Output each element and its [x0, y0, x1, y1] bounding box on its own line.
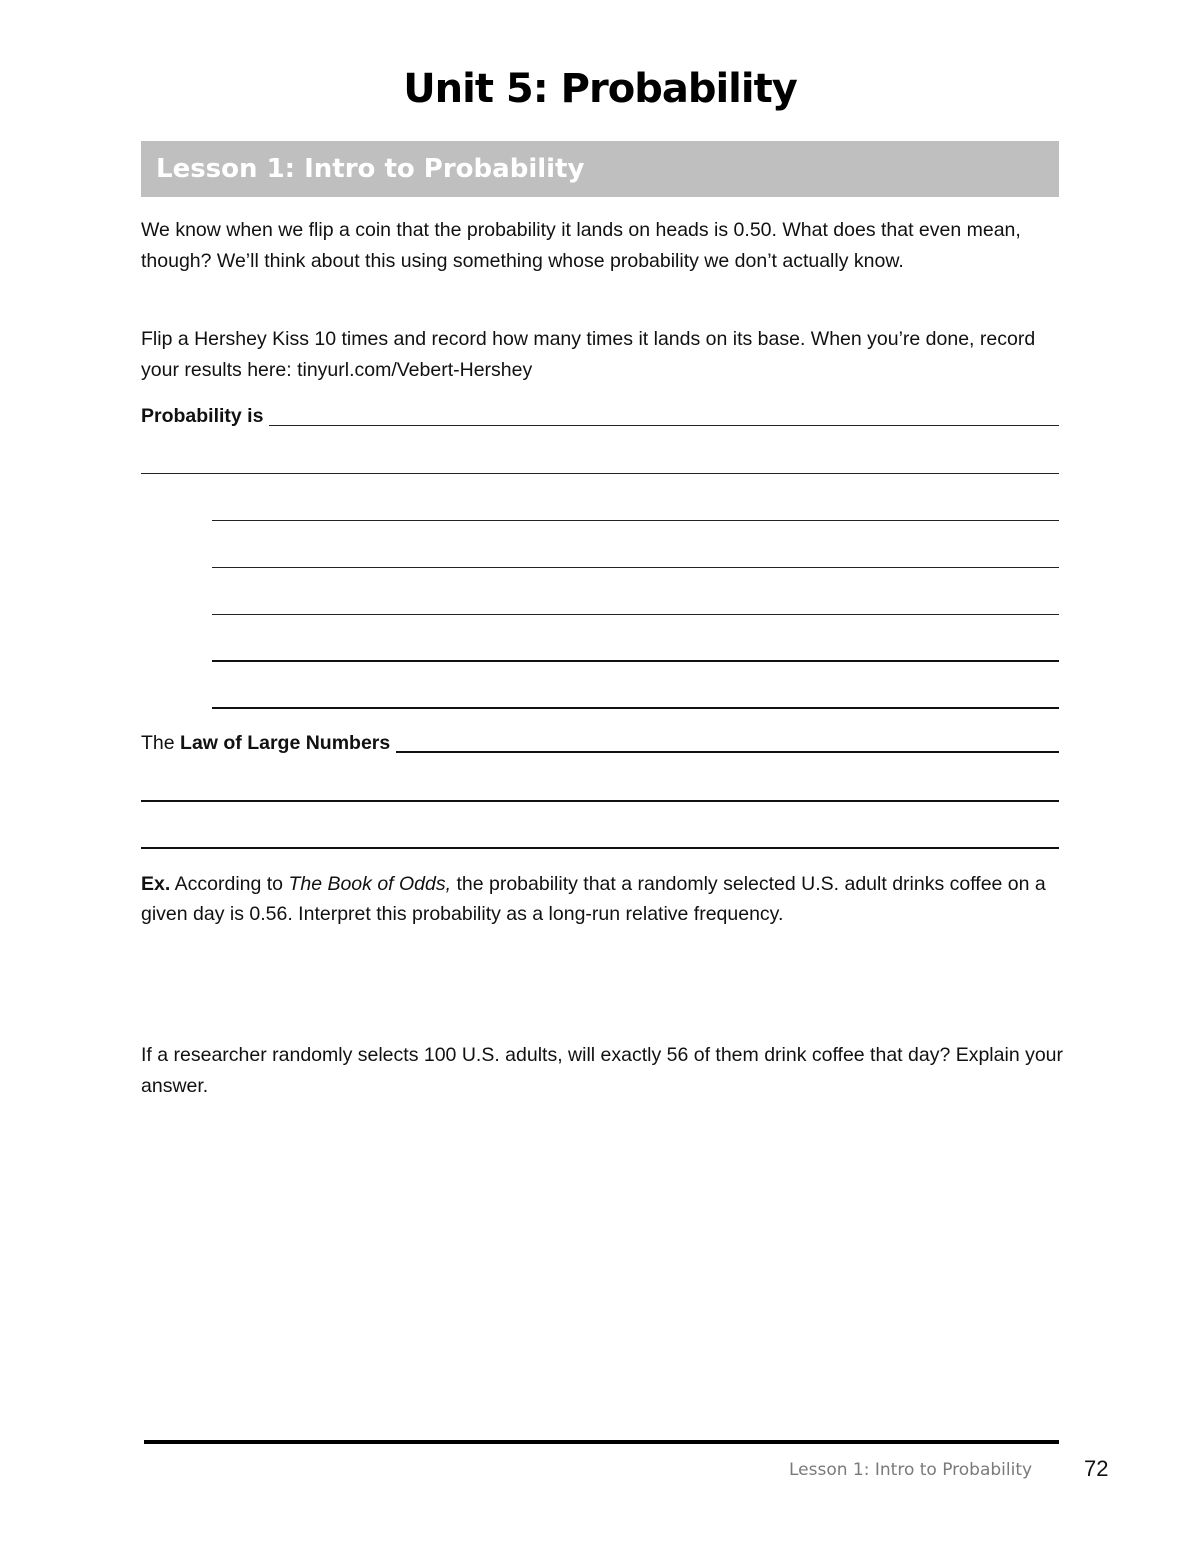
example-label: Ex.	[141, 873, 171, 895]
example-paragraph: Ex. According to The Book of Odds, the probability that a randomly selected U.S. adult drinks coffee on a given day is 0.56. Interpret this probability as a long-run relative frequency.	[141, 873, 1046, 925]
answer-line-indented-2[interactable]	[212, 567, 1059, 568]
lesson-banner	[141, 141, 1059, 197]
answer-line-indented-5[interactable]	[212, 707, 1059, 709]
lesson-banner-title: Lesson 1: Intro to Probability	[156, 154, 585, 184]
footer-lesson-name: Lesson 1: Intro to Probability	[789, 1460, 1033, 1480]
lln-answer-line-2[interactable]	[141, 800, 1059, 802]
page-number: 72	[1084, 1456, 1109, 1481]
answer-line-indented-4[interactable]	[212, 660, 1059, 662]
book-title: The Book of Odds,	[288, 873, 452, 895]
probability-answer-line[interactable]	[269, 407, 1059, 426]
answer-line-indented-3[interactable]	[212, 614, 1059, 615]
probability-definition-row	[141, 404, 1059, 428]
intro-paragraph-2: Flip a Hershey Kiss 10 times and record how many times it lands on its base. When you’re done, record your results here: tinyurl.com/Vebert-Hershey	[141, 328, 1036, 381]
answer-line-indented-1[interactable]	[212, 520, 1059, 521]
lln-answer-line[interactable]	[396, 733, 1059, 753]
answer-line-1[interactable]	[141, 473, 1059, 474]
footer-rule	[144, 1440, 1059, 1444]
intro-paragraph-1: We know when we flip a coin that the probability it lands on heads is 0.50. What does that even mean, though? We’ll think about this using something whose probability we don’t actually know.	[141, 219, 1021, 272]
question-paragraph: If a researcher randomly selects 100 U.S. adults, will exactly 56 of them drink coffee that day? Explain your answer.	[141, 1044, 1064, 1097]
law-of-large-numbers-row	[141, 731, 1059, 755]
probability-label: Probability is	[141, 405, 264, 427]
page-title: Unit 5: Probability	[403, 66, 797, 112]
lln-answer-line-3[interactable]	[141, 847, 1059, 849]
law-of-large-numbers-label: The Law of Large Numbers	[141, 732, 391, 754]
